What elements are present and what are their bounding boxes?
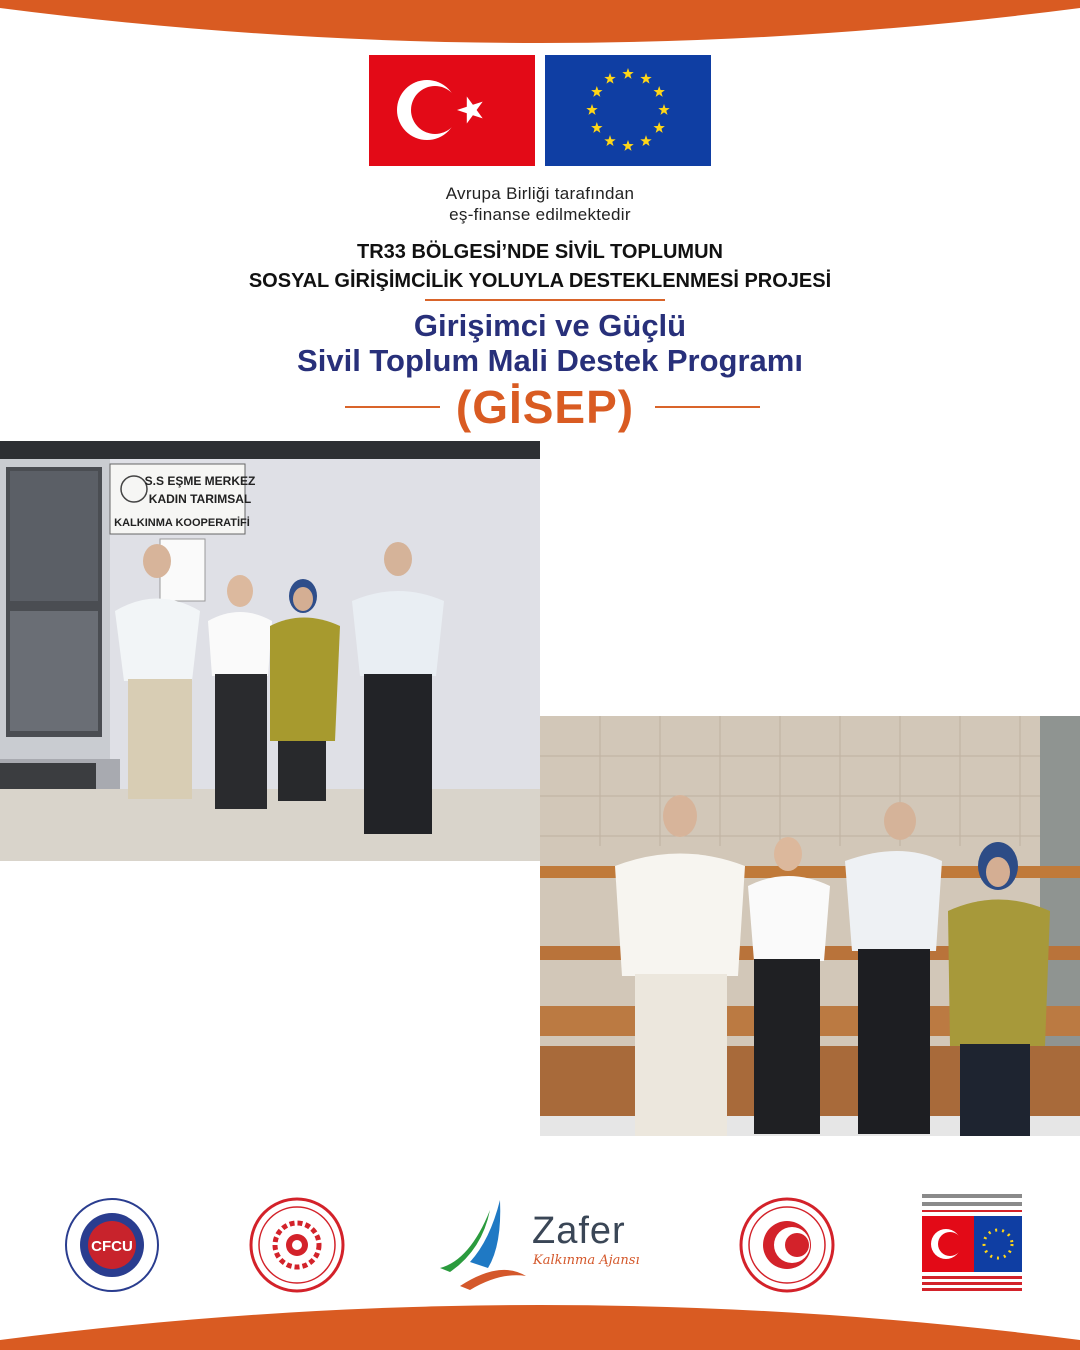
eu-star-icon bbox=[640, 135, 651, 146]
sign-line-2: KADIN TARIMSAL bbox=[148, 492, 252, 506]
program-title-line-1: Girişimci ve Güçlü bbox=[413, 308, 687, 343]
ministry-seal-icon bbox=[245, 1190, 350, 1300]
eu-star-icon bbox=[591, 86, 602, 97]
photo-production-room bbox=[540, 716, 1080, 1136]
ministry-seal-icon bbox=[735, 1190, 840, 1300]
zafer-name: Zafer bbox=[532, 1210, 626, 1252]
acronym-left-line bbox=[345, 406, 440, 408]
cfcu-label: CFCU bbox=[91, 1238, 133, 1255]
eu-star-icon bbox=[591, 122, 602, 133]
project-title-line-1: TR33 BÖLGESİ’NDE SİVİL TOPLUMUN bbox=[357, 241, 723, 263]
acronym-right-line bbox=[655, 406, 760, 408]
eu-flag-icon bbox=[545, 55, 711, 166]
program-acronym: (GİSEP) bbox=[455, 381, 635, 433]
eu-star-icon bbox=[640, 73, 651, 84]
turkey-flag-icon bbox=[369, 55, 535, 166]
cofinance-statement bbox=[340, 183, 740, 225]
eu-star-icon bbox=[658, 104, 669, 115]
eu-star-icon bbox=[622, 68, 633, 79]
cofinance-line-2: eş-finanse edilmektedir bbox=[449, 205, 631, 224]
eu-star-icon bbox=[604, 73, 615, 84]
cofinance-line-1: Avrupa Birliği tarafından bbox=[445, 184, 635, 203]
cfcu-logo-icon bbox=[60, 1190, 165, 1300]
eu-star-icon bbox=[622, 140, 633, 151]
program-title bbox=[240, 308, 860, 378]
sign-line-3: KALKINMA KOOPERATİFİ bbox=[114, 517, 250, 529]
eu-affairs-logo-icon bbox=[918, 1190, 1028, 1300]
project-title bbox=[200, 238, 880, 296]
zafer-subtitle: Kalkınma Ajansı bbox=[533, 1253, 640, 1268]
zafer-logo-icon bbox=[430, 1190, 660, 1300]
sign-line-1: S.S EŞME MERKEZ bbox=[144, 474, 256, 488]
photo-cooperative-exterior bbox=[0, 441, 540, 861]
program-title-line-2: Sivil Toplum Mali Destek Programı bbox=[297, 343, 803, 378]
eu-star-icon bbox=[653, 122, 664, 133]
eu-star-icon bbox=[653, 86, 664, 97]
divider-line bbox=[425, 299, 665, 301]
project-title-line-2: SOSYAL GİRİŞİMCİLİK YOLUYLA DESTEKLENMESİ PROJESİ bbox=[248, 270, 832, 292]
top-decorative-arc bbox=[0, 0, 1080, 60]
eu-star-icon bbox=[586, 104, 597, 115]
eu-star-icon bbox=[604, 135, 615, 146]
